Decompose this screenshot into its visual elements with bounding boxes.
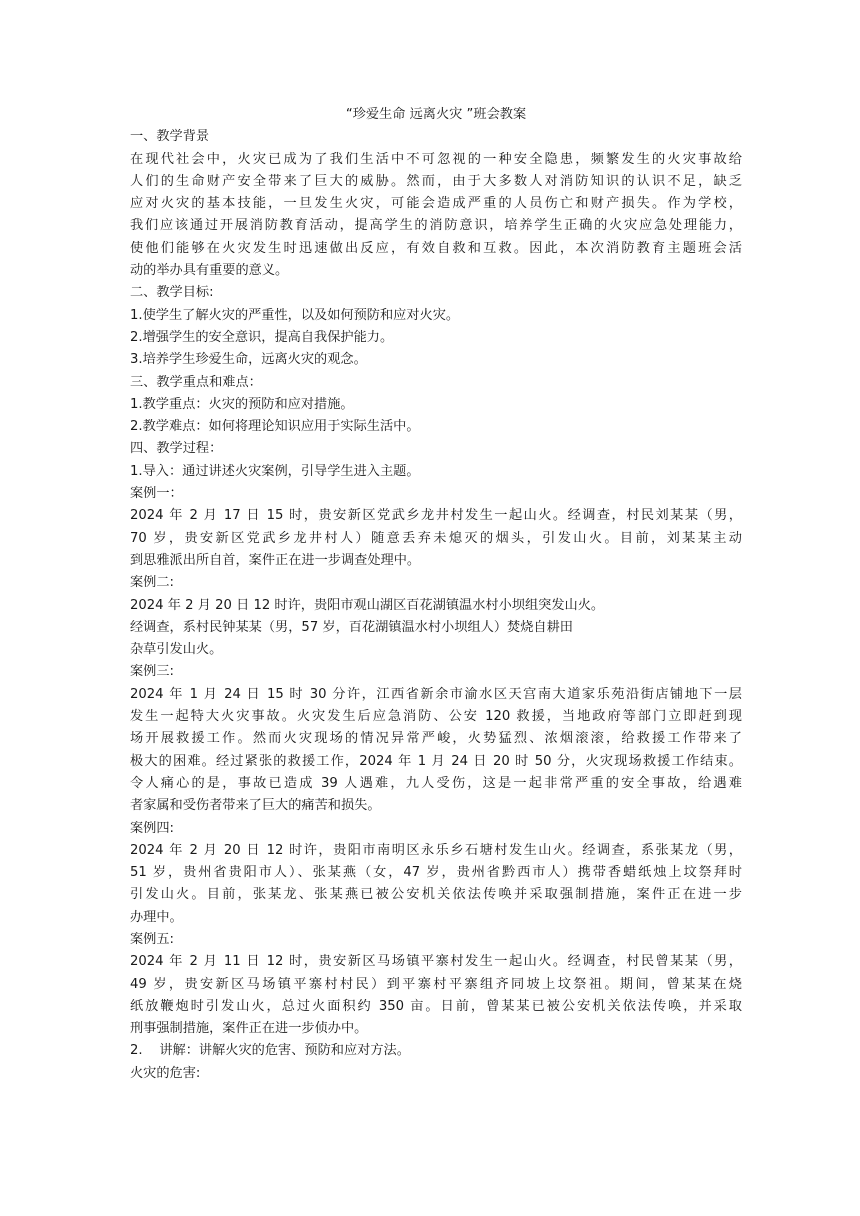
document-title: “珍爱生命 远离火灾 ”班会教案 [345,107,527,122]
section-heading-goals: 二、教学目标: [130,285,214,301]
paragraph-line: 2024 年 2 月 11 日 12 时，贵安新区马场镇平寨村发生一起山火。经调查，村民曾某某（男， [130,954,742,970]
paragraph-line: 极大的困难。经过紧张的救援工作，2024 年 1 月 24 日 20 时 50 分，火灾现场救援工作结束。 [130,753,742,769]
process-explain: 2. 讲解：讲解火灾的危害、预防和应对方法。 [130,1043,410,1059]
case-paragraph [130,840,742,929]
document-page [130,104,742,1085]
paragraph-line: 2024 年 2 月 20 日 12 时许，贵阳市南明区永乐乡石塘村发生山火。经调查，系张某龙（男， [130,842,742,858]
section-heading-keypoints: 三、教学重点和难点： [130,374,262,390]
paragraph-line: 使他们能够在火灾发生时迅速做出反应，有效自救和互救。因此，本次消防教育主题班会活 [130,240,742,256]
paragraph-line: 51 岁，贵州省贵阳市人）、张某燕（女，47 岁，贵州省黔西市人）携带香蜡纸烛上坟祭拜时 [130,865,742,881]
paragraph-line: 2024 年 2 月 20 日 12 时许，贵阳市观山湖区百花湖镇温水村小坝组突发山火。 [130,597,605,613]
paragraph-line: 2024 年 2 月 17 日 15 时，贵安新区党武乡龙井村发生一起山火。经调查，村民刘某某（男， [130,508,742,524]
keypoint-item: 1.教学重点：火灾的预防和应对措施。 [130,396,354,412]
paragraph-line: 场开展救援工作。然而火灾现场的情况异常严峻，火势猛烈、浓烟滚滚，给救援工作带来了 [130,731,742,747]
paragraph-line: 办理中。 [130,909,183,925]
paragraph-line: 发生一起特大火灾事故。火灾发生后应急消防、公安 120 救援，当地政府等部门立即赶到现 [130,709,742,725]
case-paragraph [130,684,742,818]
paragraph-line: 引发山火。目前，张某龙、张某燕已被公安机关依法传唤并采取强制措施，案件正在进一步 [130,887,742,903]
paragraph-line: 人们的生命财产安全带来了巨大的威胁。然而，由于大多数人对消防知识的认识不足，缺乏 [130,173,742,189]
background-paragraph [130,149,742,283]
case-label: 案例四: [130,820,175,836]
case-paragraph [130,951,742,1040]
paragraph-line: 令人痛心的是，事故已造成 39 人遇难，九人受伤，这是一起非常严重的安全事故，给遇难 [130,775,742,791]
paragraph-line: 者家属和受伤者带来了巨大的痛苦和损失。 [130,798,381,814]
case-label: 案例一： [130,486,183,502]
process-intro: 1.导入：通过讲述火灾案例，引导学生进入主题。 [130,463,420,479]
goal-item: 2.增强学生的安全意识，提高自我保护能力。 [130,329,394,345]
section-heading-process: 四、教学过程： [130,441,223,457]
paragraph-line: 刑事强制措施，案件正在进一步侦办中。 [130,1021,368,1037]
section-heading-background: 一、教学背景 [130,129,210,145]
case-label: 案例二: [130,575,175,591]
paragraph-line: 到思雅派出所自首，案件正在进一步调查处理中。 [130,552,421,568]
keypoint-item: 2.教学难点：如何将理论知识应用于实际生活中。 [130,419,420,435]
paragraph-line: 杂草引发山火。 [130,642,223,658]
paragraph-line: 70 岁，贵安新区党武乡龙井村人）随意丢弃未熄灭的烟头，引发山火。目前，刘某某主动 [130,530,742,546]
goal-item: 3.培养学生珍爱生命，远离火灾的观念。 [130,352,367,368]
hazards-label: 火灾的危害: [130,1065,201,1081]
paragraph-line: 动的举办具有重要的意义。 [130,263,289,279]
case-paragraph [130,595,742,662]
paragraph-line: 应对火灾的基本技能，一旦发生火灾，可能会造成严重的人员伤亡和财产损失。作为学校， [130,196,742,212]
goal-item: 1.使学生了解火灾的严重性，以及如何预防和应对火灾。 [130,307,460,323]
case-label: 案例五: [130,931,175,947]
paragraph-line: 49 岁，贵安新区马场镇平寨村村民）到平寨村平寨组齐同坡上坟祭祖。期间，曾某某在烧 [130,976,742,992]
paragraph-line: 2024 年 1 月 24 日 15 时 30 分许，江西省新余市渝水区天宫南大道家乐苑沿街店铺地下一层 [130,686,742,702]
case-label: 案例三: [130,664,175,680]
paragraph-line: 经调查，系村民钟某某（男，57 岁，百花湖镇温水村小坝组人）焚烧自耕田 [130,619,573,635]
case-paragraph [130,505,742,572]
paragraph-line: 我们应该通过开展消防教育活动，提高学生的消防意识，培养学生正确的火灾应急处理能力， [130,218,742,234]
paragraph-line: 纸放鞭炮时引发山火，总过火面积约 350 亩。日前，曾某某已被公安机关依法传唤，并采取 [130,998,742,1014]
paragraph-line: 在现代社会中，火灾已成为了我们生活中不可忽视的一种安全隐患，频繁发生的火灾事故给 [130,151,742,167]
